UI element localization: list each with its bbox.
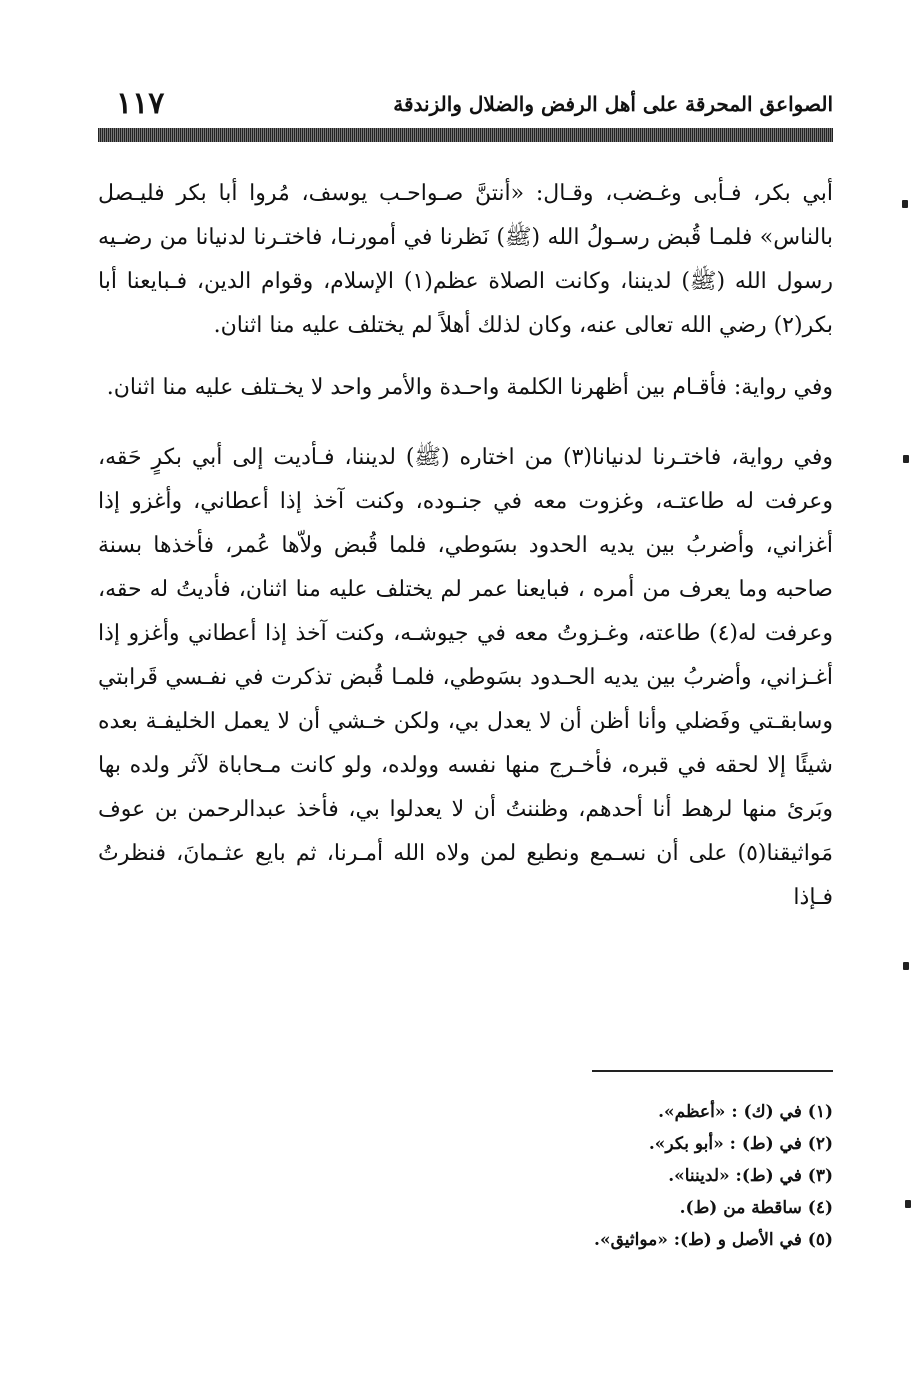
paragraph: وفي رواية، فاختـرنا لدنيانا(٣) من اختاره (ﷺ) لديننا، فـأديت إلى أبي بكرٍ حَقه، وعرفت له طاعتـه، وغزوت معه في جنـوده، وكنت آخذ إذا أعطاني، وأغزو إذا أغزاني، وأضربُ بين يديه الحدود بسَوطي، فلما قُبض ولاّها عُمر، فأخذها بسنة صاحبه وما يعرف من أمره ، فبايعنا عمر لم يختلف عليه منا اثنان، فأديتُ له حقه، وعرفت له(٤) طاعته، وغـزوتُ معه في جيوشـه، وكنت آخذ إذا أعطاني وأغزو إذا أغـزاني، وأضربُ بين يديه الحـدود بسَوطي، فلمـا قُبض تذكرت في نفـسي قَرابتي وسابقـتي وفَضلي وأنا أظن أن لا يعدل بي، ولكن خـشي أن لا يعمل الخليفـة بعده شيئًا إلا لحقه في قبره، فأخـرج منها نفسه وولده، ولو كانت مـحاباة لآثر ولده بها وبَرئ منها لرهط أنا أحدهم، وظننتُ أن لا يعدلوا بي، فأخذ عبدالرحمن بن عوف مَواثيقنا(٥) على أن نسـمع ونطيع لمن ولاه الله أمـرنا، ثم بايع عثـمانَ، فنظرتُ فـإذا	[98, 445, 833, 910]
margin-mark	[902, 200, 908, 208]
footnotes	[400, 1096, 833, 1256]
page-header	[98, 82, 833, 126]
paragraph: وفي رواية: فأقـام بين أظهرنا الكلمة واحـدة والأمر واحد لا يخـتلف عليه منا اثنان.	[106, 375, 833, 400]
paragraph: أبي بكر، فـأبى وغـضب، وقـال: «أنتنَّ صـواحـب يوسف، مُروا أبا بكر فليـصل بالناس» فلمـا قُبض رسـولُ الله (ﷺ) نَظرنا في أمورنـا، فاختـرنا لدنيانا من رضـيه رسول الله (ﷺ) لديننا، وكانت الصلاة عظم(١) الإسلام، وقوام الدين، فـبايعنا أبا بكر(٢) رضي الله تعالى عنه، وكان لذلك أهلاً لم يختلف عليه منا اثنان.	[98, 181, 833, 338]
footnote: (٣) في (ط): «لديننا».	[668, 1166, 833, 1186]
footnote: (١) في (ك) : «أعظم».	[658, 1102, 833, 1122]
page-number: ١١٧	[116, 86, 165, 121]
margin-mark	[903, 455, 909, 463]
main-text	[98, 172, 833, 920]
footnote: (٢) في (ط) : «أبو بكر».	[648, 1134, 833, 1154]
running-title: الصواعق المحرقة على أهل الرفض والضلال والزندقة	[393, 92, 833, 116]
margin-mark	[903, 962, 909, 970]
header-rule	[98, 128, 833, 142]
footnote: (٥) في الأصل و (ط): «مواثيق».	[594, 1230, 833, 1250]
footnote-divider	[592, 1070, 833, 1072]
margin-mark	[905, 1200, 911, 1208]
footnote: (٤) ساقطة من (ط).	[679, 1198, 833, 1218]
